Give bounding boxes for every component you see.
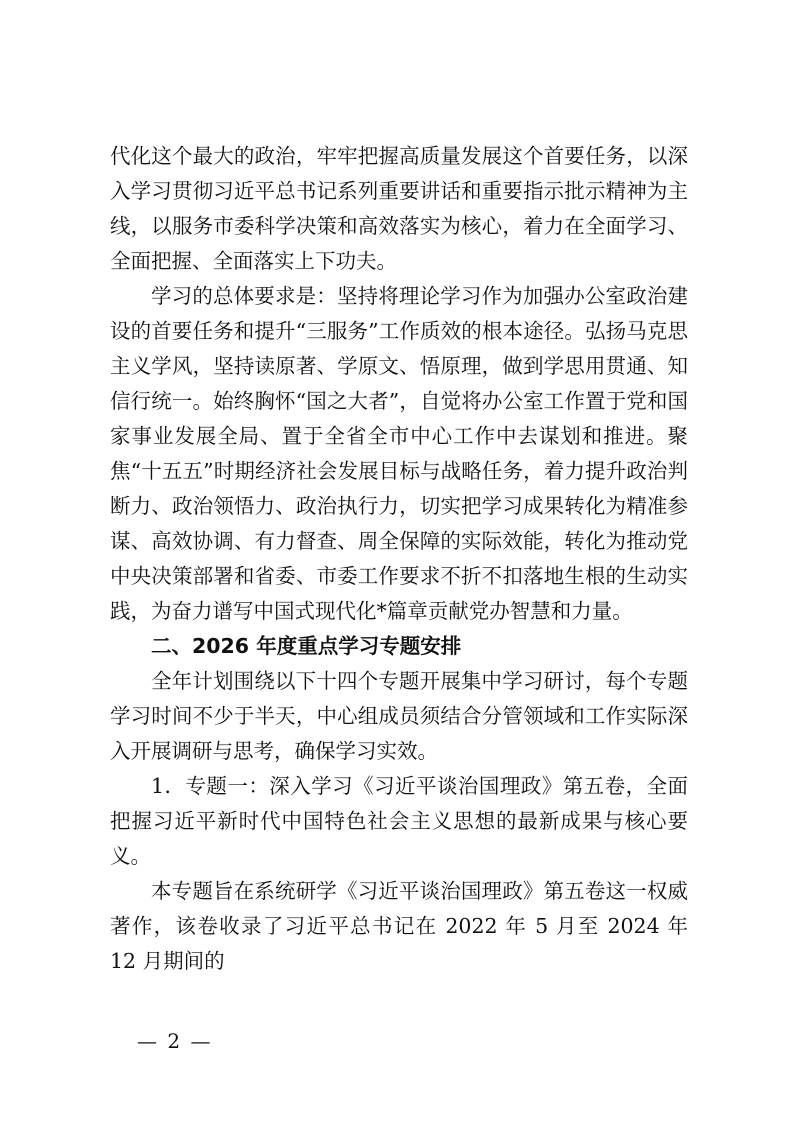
document-body	[110, 139, 688, 979]
paragraph-topic-one-detail: 本专题旨在系统研学《习近平谈治国理政》第五卷这一权威著作，该卷收录了习近平总书记在 2022 年 5 月至 2024 年 12 月期间的	[110, 879, 688, 973]
section-heading: 二、2026 年度重点学习专题安排	[151, 634, 462, 658]
paragraph-study-plan: 全年计划围绕以下十四个专题开展集中学习研讨，每个专题学习时间不少于半天，中心组成员须结合分管领域和工作实际深入开展调研与思考，确保学习实效。	[110, 669, 688, 763]
page-number: — 2 —	[137, 1029, 213, 1053]
paragraph-topic-one: 1．专题一：深入学习《习近平谈治国理政》第五卷，全面把握习近平新时代中国特色社会主义思想的最新成果与核心要义。	[110, 774, 688, 868]
paragraph-continuation: 代化这个最大的政治，牢牢把握高质量发展这个首要任务，以深入学习贯彻习近平总书记系列重要讲话和重要指示批示精神为主线，以服务市委科学决策和高效落实为核心，着力在全面学习、全面把握、全面落实上下功夫。	[110, 144, 688, 273]
paragraph-general-requirements: 学习的总体要求是：坚持将理论学习作为加强办公室政治建设的首要任务和提升“三服务”工作质效的根本途径。弘扬马克思主义学风，坚持读原著、学原文、悟原理，做到学思用贯通、知信行统一。始终胸怀“国之大者”，自觉将办公室工作置于党和国家事业发展全局、置于全省全市中心工作中去谋划和推进。聚焦“十五五”时期经济社会发展目标与战略任务，着力提升政治判断力、政治领悟力、政治执行力，切实把学习成果转化为精准参谋、高效协调、有力督查、周全保障的实际效能，转化为推动党中央决策部署和省委、市委工作要求不折不扣落地生根的生动实践，为奋力谱写中国式现代化*篇章贡献党办智慧和力量。	[110, 284, 688, 623]
